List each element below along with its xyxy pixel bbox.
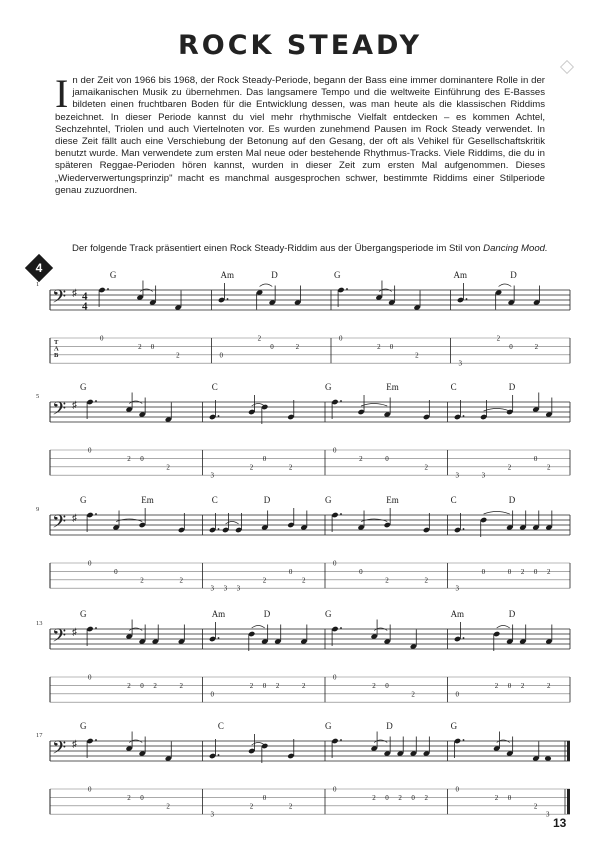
tab-fret-number: 0 bbox=[481, 567, 486, 576]
note-dot bbox=[340, 400, 342, 402]
tie-arc bbox=[497, 626, 510, 629]
note-dot bbox=[95, 627, 97, 629]
chord-symbol: G bbox=[450, 721, 458, 731]
chord-symbol: D bbox=[508, 495, 516, 505]
tab-fret-number: 0 bbox=[114, 567, 118, 576]
tab-fret-number: 2 bbox=[138, 342, 142, 351]
tab-fret-number: 2 bbox=[301, 576, 306, 585]
chord-symbol: D bbox=[263, 609, 271, 619]
time-signature-top: 4 bbox=[82, 290, 88, 303]
bar-number: 5 bbox=[36, 393, 40, 400]
tab-fret-number: 2 bbox=[176, 351, 180, 360]
tab-fret-number: 0 bbox=[333, 673, 337, 682]
tab-fret-number: 3 bbox=[481, 471, 486, 480]
bass-clef-icon: 𝄢 bbox=[52, 625, 67, 650]
tab-fret-number: 0 bbox=[333, 785, 337, 794]
tab-fret-number: 2 bbox=[411, 690, 415, 699]
chord-symbol: D bbox=[263, 495, 271, 505]
tab-fret-number: 0 bbox=[507, 793, 512, 802]
tab-fret-number: 2 bbox=[520, 681, 525, 690]
tab-fret-number: 2 bbox=[166, 802, 170, 811]
tab-fret-number: 0 bbox=[333, 446, 337, 455]
tab-fret-number: 0 bbox=[509, 342, 513, 351]
drop-cap: I bbox=[55, 71, 69, 116]
tab-fret-number: 2 bbox=[262, 576, 267, 585]
time-signature-bottom: 4 bbox=[82, 300, 88, 313]
tab-fret-number: 2 bbox=[275, 681, 280, 690]
bar-number: 17 bbox=[36, 732, 43, 739]
tab-fret-number: 2 bbox=[398, 793, 402, 802]
tab-fret-number: 2 bbox=[153, 681, 157, 690]
tab-fret-number: 2 bbox=[534, 342, 539, 351]
chord-symbol: D bbox=[271, 270, 278, 280]
tab-fret-number: 0 bbox=[140, 454, 144, 463]
tab-fret-number: 2 bbox=[424, 576, 428, 585]
final-note-head bbox=[545, 756, 551, 761]
bass-clef-icon: 𝄢 bbox=[52, 286, 67, 311]
tab-fret-number: 2 bbox=[127, 793, 131, 802]
note-dot bbox=[227, 298, 229, 300]
tab-fret-number: 0 bbox=[140, 681, 144, 690]
track-number: 4 bbox=[35, 261, 43, 275]
note-dot bbox=[346, 288, 348, 290]
tab-fret-number: 2 bbox=[546, 567, 551, 576]
key-signature-sharp: ♯ bbox=[72, 513, 77, 524]
tab-fret-number: 2 bbox=[359, 454, 363, 463]
chord-symbol: G bbox=[80, 495, 87, 505]
tab-fret-number: 2 bbox=[179, 681, 183, 690]
tie-arc bbox=[260, 284, 273, 287]
chord-symbol: D bbox=[508, 382, 516, 392]
tab-fret-number: 2 bbox=[546, 463, 551, 472]
chord-symbol: D bbox=[510, 270, 517, 280]
intro-text: n der Zeit von 1966 bis 1968, der Rock Steady-Periode, begann der Bass eine immer dominantere Rolle in der jamaikanischen Musik zu übernehmen. Das langsamere Tempo und die weltweite Einführung des E-Basses bildeten einen fruchtbaren Boden für die Entwicklung dessen, was man heute als die klassischen Riddims bezeichnet. In dieser Periode kannst du viel mehr rhythmische Vielfalt entdecken – es kommen Achtel, Sechzehntel, Triolen und auch Viertelnoten vor. Es wurden zunehmend Pausen im Rock Steady verwendet. In diese Zeit fällt auch eine Verschiebung der Betonung auf den Gesang, der oft als Vehikel für Gesellschaftskritik benutzt wurde. Man verwendete zum ersten Mal neue oder bestehende Rhythmus-Tracks. Viele Riddims, die du in späteren Reggae-Perioden hören kannst, wurden in dieser Zeit zum ersten Mal aufgenommen. Dieses „Wiederverwertungsprinzip" macht es manchmal ausgesprochen schwer, bestimmte Riddims einer Stilperiode genau zuzuordnen. bbox=[55, 75, 545, 196]
note-dot bbox=[218, 415, 220, 417]
tab-fret-number: 0 bbox=[359, 567, 363, 576]
chord-symbol: Em bbox=[386, 382, 399, 392]
tab-fret-number: 2 bbox=[520, 567, 525, 576]
note-dot bbox=[340, 627, 342, 629]
tab-fret-number: 3 bbox=[236, 584, 241, 593]
bar-number: 1 bbox=[36, 281, 40, 288]
chord-symbol: Em bbox=[386, 495, 399, 505]
note-dot bbox=[218, 528, 220, 530]
tab-fret-number: 2 bbox=[494, 793, 499, 802]
tie-arc bbox=[361, 404, 387, 407]
tab-fret-number: 2 bbox=[372, 793, 376, 802]
tab-fret-number: 2 bbox=[249, 463, 254, 472]
tie-arc bbox=[226, 522, 239, 525]
tab-fret-number: 0 bbox=[150, 342, 155, 351]
chord-symbol: Am bbox=[453, 270, 467, 280]
chord-symbol: C bbox=[450, 495, 457, 505]
chord-symbol: G bbox=[325, 382, 332, 392]
tab-fret-number: 0 bbox=[533, 567, 538, 576]
tab-fret-number: 2 bbox=[249, 681, 254, 690]
tab-fret-number: 0 bbox=[385, 454, 389, 463]
chord-symbol: Am bbox=[220, 270, 234, 280]
note-dot bbox=[95, 513, 97, 515]
chord-symbol: C bbox=[450, 382, 457, 392]
chord-symbol: C bbox=[211, 495, 218, 505]
tab-fret-number: 2 bbox=[507, 463, 512, 472]
bass-clef-icon: 𝄢 bbox=[52, 511, 67, 536]
tab-fret-number: 2 bbox=[166, 463, 170, 472]
chord-symbol: G bbox=[325, 721, 332, 731]
tab-fret-number: 0 bbox=[100, 334, 104, 343]
tab-fret-number: 2 bbox=[295, 342, 300, 351]
note-dot bbox=[218, 754, 220, 756]
tab-fret-number: 0 bbox=[389, 342, 394, 351]
bass-clef-icon: 𝄢 bbox=[52, 398, 67, 423]
note-dot bbox=[340, 739, 342, 741]
tab-fret-number: 0 bbox=[270, 342, 274, 351]
tab-fret-number: 0 bbox=[411, 793, 415, 802]
tab-label-letter: B bbox=[54, 352, 59, 359]
tab-fret-number: 0 bbox=[88, 785, 92, 794]
page-title: ROCK STEADY bbox=[177, 30, 423, 61]
tab-fret-number: 2 bbox=[179, 576, 183, 585]
tab-fret-number: 2 bbox=[415, 351, 419, 360]
tab-label-letter: A bbox=[54, 345, 59, 353]
tab-fret-number: 2 bbox=[372, 681, 376, 690]
chord-symbol: Em bbox=[141, 495, 154, 505]
note-dot bbox=[340, 513, 342, 515]
note-dot bbox=[463, 739, 465, 741]
chord-symbol: G bbox=[325, 495, 332, 505]
key-signature-sharp: ♯ bbox=[72, 288, 77, 299]
tab-fret-number: 3 bbox=[210, 471, 214, 480]
tab-fret-number: 2 bbox=[140, 576, 144, 585]
tab-fret-number: 2 bbox=[494, 681, 499, 690]
note-dot bbox=[218, 637, 220, 639]
chord-symbol: G bbox=[80, 382, 87, 392]
chord-symbol: C bbox=[217, 721, 224, 731]
tab-fret-number: 3 bbox=[455, 471, 459, 480]
tab-fret-number: 0 bbox=[455, 690, 459, 699]
note-dot bbox=[466, 298, 468, 300]
tie-arc bbox=[484, 512, 510, 515]
chord-symbol: G bbox=[80, 721, 87, 731]
tab-fret-number: 0 bbox=[385, 793, 389, 802]
tab-fret-number: 0 bbox=[140, 793, 144, 802]
chord-symbol: G bbox=[325, 609, 332, 619]
tab-fret-number: 2 bbox=[288, 463, 293, 472]
chord-symbol: Am bbox=[450, 609, 465, 619]
tab-fret-number: 2 bbox=[424, 793, 428, 802]
tab-fret-number: 0 bbox=[533, 454, 538, 463]
tab-fret-number: 0 bbox=[219, 351, 223, 360]
tab-fret-number: 0 bbox=[333, 559, 337, 568]
tab-fret-number: 0 bbox=[88, 559, 92, 568]
chord-symbol: G bbox=[80, 609, 87, 619]
tab-label-letter: T bbox=[54, 339, 59, 346]
tab-fret-number: 2 bbox=[288, 802, 293, 811]
chord-symbol: C bbox=[211, 382, 218, 392]
tab-fret-number: 2 bbox=[496, 334, 501, 343]
chord-symbol: G bbox=[333, 270, 341, 280]
track-intro-song: Dancing Mood. bbox=[483, 243, 548, 254]
tab-fret-number: 3 bbox=[210, 810, 214, 819]
tab-fret-number: 0 bbox=[385, 681, 389, 690]
bar-number: 13 bbox=[36, 620, 43, 627]
tab-fret-number: 2 bbox=[546, 681, 551, 690]
tab-fret-number: 0 bbox=[339, 334, 343, 343]
tab-fret-number: 2 bbox=[127, 681, 131, 690]
chord-symbol: G bbox=[109, 270, 117, 280]
page-number: 13 bbox=[553, 816, 567, 830]
key-signature-sharp: ♯ bbox=[72, 400, 77, 411]
chord-symbol: Am bbox=[211, 609, 226, 619]
tab-fret-number: 0 bbox=[507, 567, 512, 576]
tab-fret-number: 3 bbox=[455, 584, 459, 593]
chord-symbol: D bbox=[508, 609, 516, 619]
track-intro-text: Der folgende Track präsentiert einen Rock Steady-Riddim aus der Übergangsperiode im Stil von bbox=[72, 243, 481, 254]
key-signature-sharp: ♯ bbox=[72, 739, 77, 750]
tab-fret-number: 2 bbox=[533, 802, 538, 811]
tab-fret-number: 3 bbox=[210, 584, 214, 593]
tab-fret-number: 0 bbox=[288, 567, 293, 576]
tab-fret-number: 2 bbox=[301, 681, 306, 690]
tab-fret-number: 0 bbox=[507, 681, 512, 690]
tab-fret-number: 2 bbox=[385, 576, 389, 585]
tab-fret-number: 2 bbox=[424, 463, 428, 472]
tab-fret-number: 0 bbox=[210, 690, 214, 699]
chord-symbol: D bbox=[386, 721, 393, 731]
note-dot bbox=[463, 637, 465, 639]
tab-fret-number: 0 bbox=[262, 793, 267, 802]
bar-number: 9 bbox=[36, 506, 40, 513]
final-tab-fret-number: 3 bbox=[546, 810, 550, 819]
note-dot bbox=[463, 528, 465, 530]
tab-fret-number: 3 bbox=[223, 584, 228, 593]
tab-fret-number: 0 bbox=[262, 454, 267, 463]
tab-fret-number: 2 bbox=[377, 342, 381, 351]
bass-clef-icon: 𝄢 bbox=[52, 737, 67, 762]
note-dot bbox=[463, 415, 465, 417]
key-signature-sharp: ♯ bbox=[72, 627, 77, 638]
tab-fret-number: 0 bbox=[88, 446, 92, 455]
note-dot bbox=[107, 288, 109, 290]
tab-fret-number: 2 bbox=[127, 454, 131, 463]
tie-arc bbox=[499, 284, 512, 287]
tab-fret-number: 0 bbox=[88, 673, 92, 682]
note-dot bbox=[95, 739, 97, 741]
tab-fret-number: 2 bbox=[249, 802, 254, 811]
tab-fret-number: 2 bbox=[257, 334, 262, 343]
tab-fret-number: 3 bbox=[458, 359, 462, 368]
tab-fret-number: 0 bbox=[455, 785, 459, 794]
tie-arc bbox=[252, 626, 265, 629]
tab-fret-number: 0 bbox=[262, 681, 267, 690]
note-dot bbox=[95, 400, 97, 402]
tie-arc bbox=[484, 409, 510, 412]
